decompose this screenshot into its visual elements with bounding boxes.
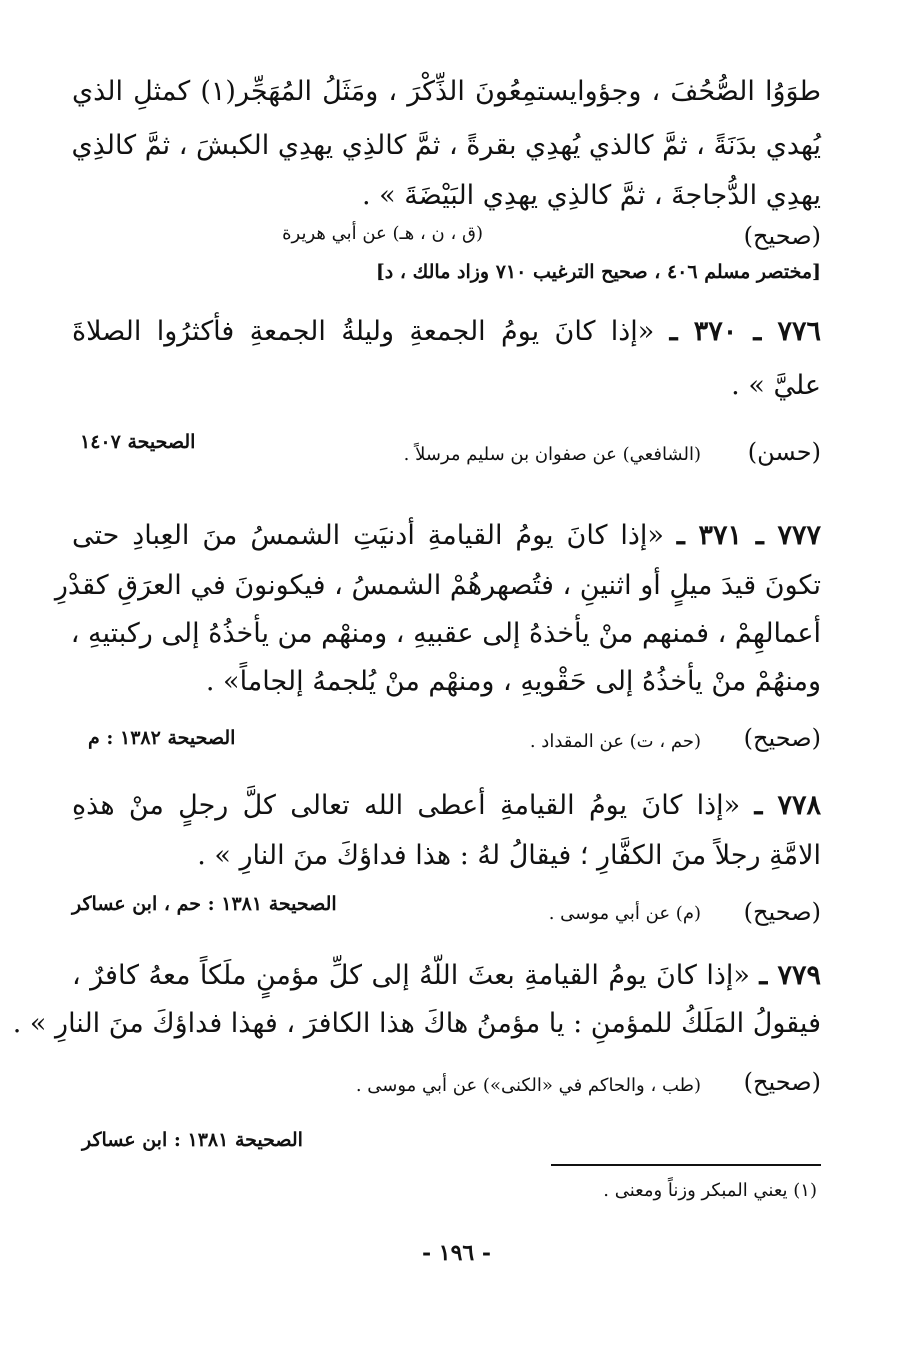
hadith-779-line-2: فيقولُ المَلَكُ للمؤمنِ : يا مؤمنُ هاكَ هذا الكافرَ ، فهذا فداؤكَ منَ النارِ » . [12, 1008, 821, 1039]
footnote: (١) يعني المبكر وزناً ومعنى . [603, 1180, 817, 1201]
hadith-777-line-1 [72, 516, 821, 556]
hadith-778-line-2: الامَّةِ رجلاً منَ الكفَّارِ ؛ فيقالُ لهُ : هذا فداؤكَ منَ النارِ » . [197, 840, 821, 871]
hadith-775-refs: [مختصر مسلم ٤٠٦ ، صحيح الترغيب ٧١٠ وزاد مالك ، د] [375, 261, 821, 283]
hadith-776-ref: الصحيحة ١٤٠٧ [80, 431, 196, 453]
hadith-778-ref: الصحيحة ١٣٨١ : حم ، ابن عساكر [72, 893, 337, 915]
hadith-775-grade: ( صحيح ) [744, 224, 821, 248]
page-number: - ١٩٦ - [421, 1240, 492, 1266]
hadith-778-source: (م) عن أبي موسى . [548, 903, 701, 924]
hadith-779-grade: ( صحيح ) [744, 1070, 821, 1094]
hadith-779-source: (طب ، والحاكم في «الكنى») عن أبي موسى . [355, 1075, 701, 1096]
hadith-778-line-1 [72, 786, 821, 826]
hadith-776-grade: ( حسن ) [748, 440, 821, 464]
hadith-779-text-1: «إذا كانَ يومُ القيامةِ بعثَ اللّهُ إلى كلِّ مؤمنٍ ملَكاً معهُ كافرٌ ، [72, 960, 750, 991]
hadith-777-text-1: «إذا كانَ يومُ القيامةِ أدنيَتِ الشمسُ منَ العِبادِ حتى [72, 520, 664, 551]
hadith-776-line-2: عليَّ » . [731, 370, 821, 401]
hadith-776-text-1: «إذا كانَ يومُ الجمعةِ وليلةُ الجمعةِ فأكثرُوا الصلاةَ [72, 316, 655, 347]
hadith-779-ref: الصحيحة ١٣٨١ : ابن عساكر [82, 1129, 303, 1151]
hadith-776-line-1 [72, 312, 821, 352]
footnote-divider [551, 1164, 821, 1166]
hadith-779-number: ٧٧٩ ـ [759, 960, 822, 991]
hadith-777-source: (حم ، ت) عن المقداد . [529, 731, 701, 752]
hadith-777-number: ٧٧٧ ـ ٣٧١ ـ [676, 520, 822, 551]
hadith-777-line-2: تكونَ قيدَ ميلٍ أو اثنينِ ، فتُصهرهُمْ الشمسُ ، فيكونونَ في العرَقِ كقدْرِ [54, 570, 821, 601]
hadith-775-line-1: طوَوُا الصُّحُفَ ، وجؤوايستمِعُونَ الذِّكْرَ ، ومَثَلُ المُهَجِّر(١) كمثلِ الذي [72, 76, 821, 107]
hadith-776-source: (الشافعي) عن صفوان بن سليم مرسلاً . [403, 444, 701, 465]
hadith-777-line-4: ومنهُمْ منْ يأخذُهُ إلى حَقْويهِ ، ومنهْم منْ يُلجمهُ إلجاماً» . [205, 666, 821, 697]
hadith-778-number: ٧٧٨ ـ [754, 790, 821, 821]
hadith-777-line-3: أعمالهِمْ ، فمنهم منْ يأخذهُ إلى عقبيهِ ، ومنهْم من يأخذُهُ إلى ركبتيهِ ، [70, 618, 821, 649]
hadith-776-number: ٧٧٦ ـ ٣٧٠ ـ [669, 316, 821, 347]
hadith-777-ref: الصحيحة ١٣٨٢ : م [88, 727, 236, 749]
hadith-778-grade: ( صحيح ) [744, 900, 821, 924]
hadith-777-grade: ( صحيح ) [744, 726, 821, 750]
hadith-775-line-3: يهدِي الدُّجاجةَ ، ثمَّ كالذِي يهدِي البَيْضَةَ » . [362, 180, 821, 211]
hadith-778-text-1: «إذا كانَ يومُ القيامةِ أعطى الله تعالى كلَّ رجلٍ منْ هذهِ [72, 790, 741, 821]
hadith-775-line-2: يُهدي بدَنَةً ، ثمَّ كالذي يُهدِي بقرةً ، ثمَّ كالذِي يهدِي الكبشَ ، ثمَّ كالذِي [71, 130, 821, 161]
hadith-775-source: (ق ، ن ، هـ) عن أبي هريرة [282, 223, 483, 244]
hadith-779-line-1 [72, 956, 821, 996]
